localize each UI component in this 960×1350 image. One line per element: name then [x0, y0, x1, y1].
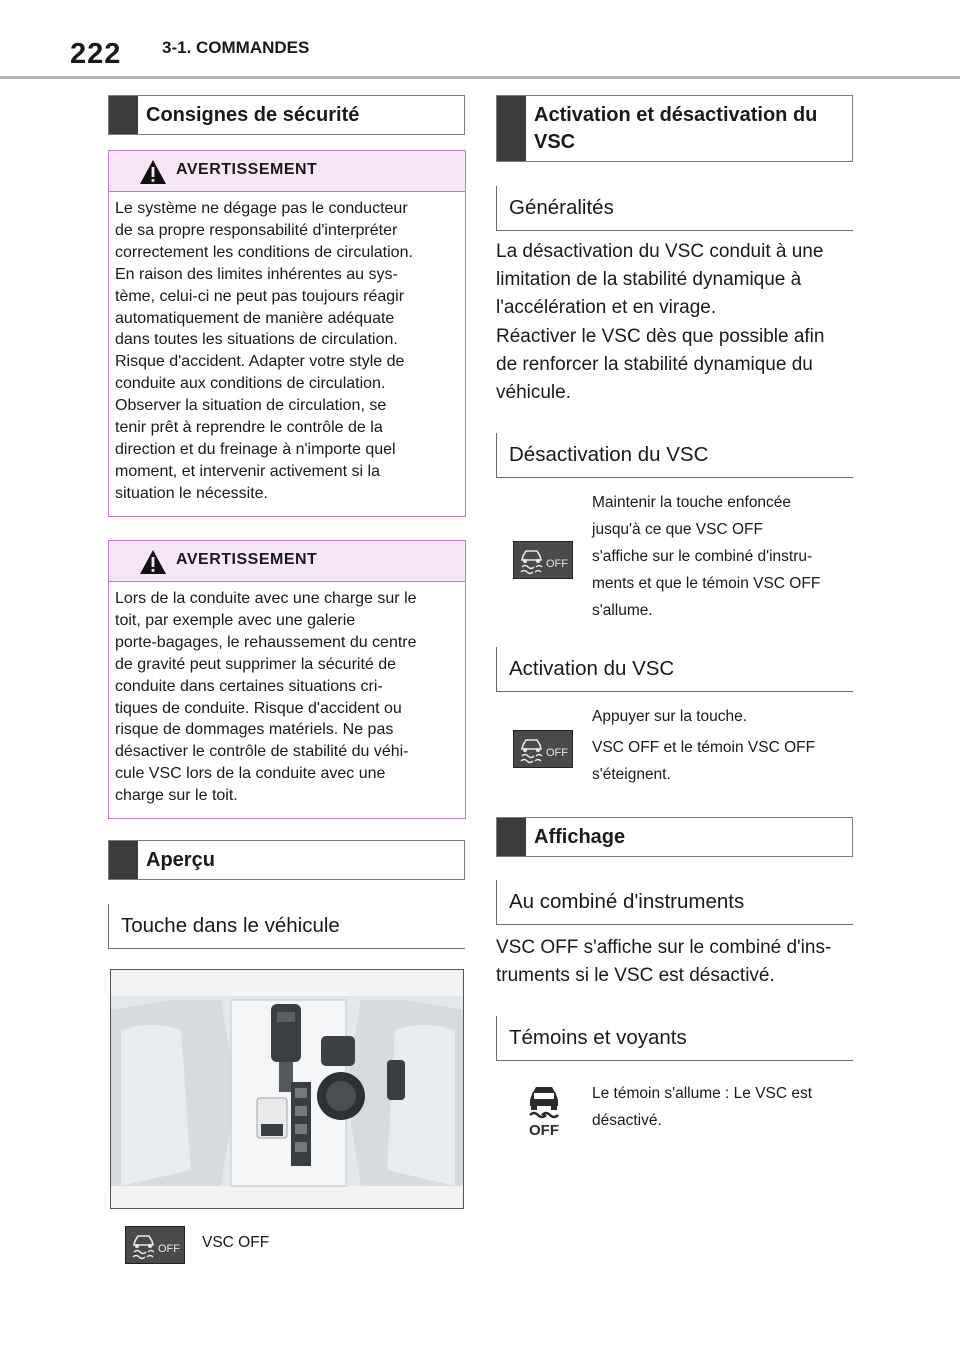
vehicle-console-photo: [110, 969, 464, 1209]
warning-box-2: [108, 540, 466, 819]
text-line: s'éteignent.: [592, 766, 671, 783]
section-bar: [497, 96, 526, 161]
subsection-title: Activation du VSC: [509, 657, 675, 680]
text-line: limitation de la stabilité dynamique à: [496, 269, 802, 290]
section-title: Activation et désactivation du VSC: [534, 104, 818, 153]
text-line: La désactivation du VSC conduit à une: [496, 241, 824, 262]
text-line: conduite aux conditions de circulation.: [115, 375, 386, 393]
text-line: l'accélération et en virage.: [496, 297, 717, 318]
section-activation: [496, 95, 853, 162]
section-title: Affichage: [534, 826, 626, 848]
button-off-text: OFF: [158, 1243, 180, 1255]
paragraph-generalites-1: [496, 238, 823, 322]
text-line: situation le nécessite.: [115, 484, 268, 502]
text-line: dans toutes les situations de circulation.: [115, 331, 398, 349]
warning-triangle-icon: [139, 159, 167, 185]
text-line: s'allume.: [592, 602, 653, 619]
button-label: VSC OFF: [202, 1234, 270, 1251]
paragraph-generalites-2: [496, 323, 824, 407]
section-title: Aperçu: [146, 849, 215, 871]
subsection-combine: [496, 880, 853, 925]
desactivation-text: [592, 489, 820, 624]
text-line: automatiquement de manière adéquate: [115, 309, 395, 327]
text-line: tenir prêt à reprendre le contrôle de la: [115, 419, 383, 437]
warning-header: [109, 541, 465, 582]
page-number: 222: [70, 38, 122, 70]
text-line: conduite dans certaines situations cri-: [115, 677, 383, 695]
text-line: désactiver le contrôle de stabilité du véhi-: [115, 743, 409, 761]
header-rule: [0, 76, 960, 79]
text-line: VSC OFF et le témoin VSC OFF: [592, 739, 816, 756]
text-line: véhicule.: [496, 382, 571, 403]
text-line: charge sur le toit.: [115, 787, 238, 805]
text-line: s'affiche sur le combiné d'instru-: [592, 548, 813, 565]
text-line: Le système ne dégage pas le conducteur: [115, 200, 408, 217]
text-line: moment, et intervenir activement si la: [115, 462, 380, 480]
subsection-activation: [496, 647, 853, 692]
section-bar: [109, 841, 138, 879]
warning-title: AVERTISSEMENT: [176, 161, 318, 178]
text-line: jusqu'à ce que VSC OFF: [592, 521, 763, 538]
subsection-desactivation: [496, 433, 853, 478]
text-line: tème, celui-ci ne peut pas toujours réagir: [115, 287, 405, 305]
warning-body: [115, 198, 457, 505]
text-line: Risque d'accident. Adapter votre style de: [115, 353, 405, 371]
subsection-generalites: [496, 186, 853, 231]
text-line: désactivé.: [592, 1112, 662, 1129]
subsection-temoins: [496, 1016, 853, 1061]
warning-header: [109, 151, 465, 192]
text-line: tiques de conduite. Risque d'accident ou: [115, 699, 402, 717]
text-line: Lors de la conduite avec une charge sur le: [115, 590, 417, 607]
text-line: ments et que le témoin VSC OFF: [592, 575, 821, 592]
vsc-off-indicator-icon: [524, 1082, 564, 1138]
subsection-title: Au combiné d'instruments: [509, 890, 745, 913]
text-line: de gravité peut supprimer la sécurité de: [115, 655, 397, 673]
warning-triangle-icon: [139, 549, 167, 575]
subsection-title: Témoins et voyants: [509, 1026, 687, 1049]
warning-body: [115, 588, 457, 807]
vsc-off-button-icon: [513, 541, 573, 579]
text-line: truments si le VSC est désactivé.: [496, 965, 775, 986]
activation-step-2: [592, 734, 815, 788]
vsc-off-button-icon: [125, 1226, 185, 1264]
indicator-off-text: OFF: [529, 1122, 559, 1138]
section-bar: [109, 96, 138, 134]
subsection-title: Touche dans le véhicule: [121, 914, 340, 937]
section-affichage: [496, 817, 853, 857]
chapter-title: 3-1. COMMANDES: [162, 38, 310, 57]
subsection-title: Généralités: [509, 196, 614, 219]
text-line: de renforcer la stabilité dynamique du: [496, 354, 813, 375]
warning-box-1: [108, 150, 466, 517]
temoin-text: [592, 1080, 812, 1134]
section-consignes: [108, 95, 465, 135]
console-illustration: [111, 970, 464, 1209]
button-off-text: OFF: [546, 747, 568, 759]
text-line: correctement les conditions de circulation.: [115, 243, 413, 261]
text-line: porte-bagages, le rehaussement du centre: [115, 633, 417, 651]
subsection-touche: [108, 904, 465, 949]
activation-step-1: Appuyer sur la touche.: [592, 708, 748, 725]
section-title: Consignes de sécurité: [146, 104, 360, 126]
text-line: toit, par exemple avec une galerie: [115, 611, 356, 629]
text-line: direction et du freinage à n'importe quel: [115, 440, 396, 458]
text-line: Observer la situation de circulation, se: [115, 397, 387, 415]
vsc-off-button-icon: [513, 730, 573, 768]
text-line: Maintenir la touche enfoncée: [592, 494, 792, 511]
text-line: cule VSC lors de la conduite avec une: [115, 765, 386, 783]
text-line: En raison des limites inhérentes au sys-: [115, 265, 398, 283]
section-apercu: [108, 840, 465, 880]
paragraph-combine: [496, 934, 831, 990]
section-bar: [497, 818, 526, 856]
text-line: de sa propre responsabilité d'interpréter: [115, 221, 398, 239]
text-line: Réactiver le VSC dès que possible afin: [496, 326, 825, 347]
subsection-title: Désactivation du VSC: [509, 443, 709, 466]
button-off-text: OFF: [546, 558, 568, 570]
warning-title: AVERTISSEMENT: [176, 551, 318, 568]
text-line: VSC OFF s'affiche sur le combiné d'ins-: [496, 937, 832, 958]
text-line: risque de dommages matériels. Ne pas: [115, 721, 394, 739]
page-header: [0, 0, 960, 80]
text-line: Le témoin s'allume : Le VSC est: [592, 1085, 813, 1102]
